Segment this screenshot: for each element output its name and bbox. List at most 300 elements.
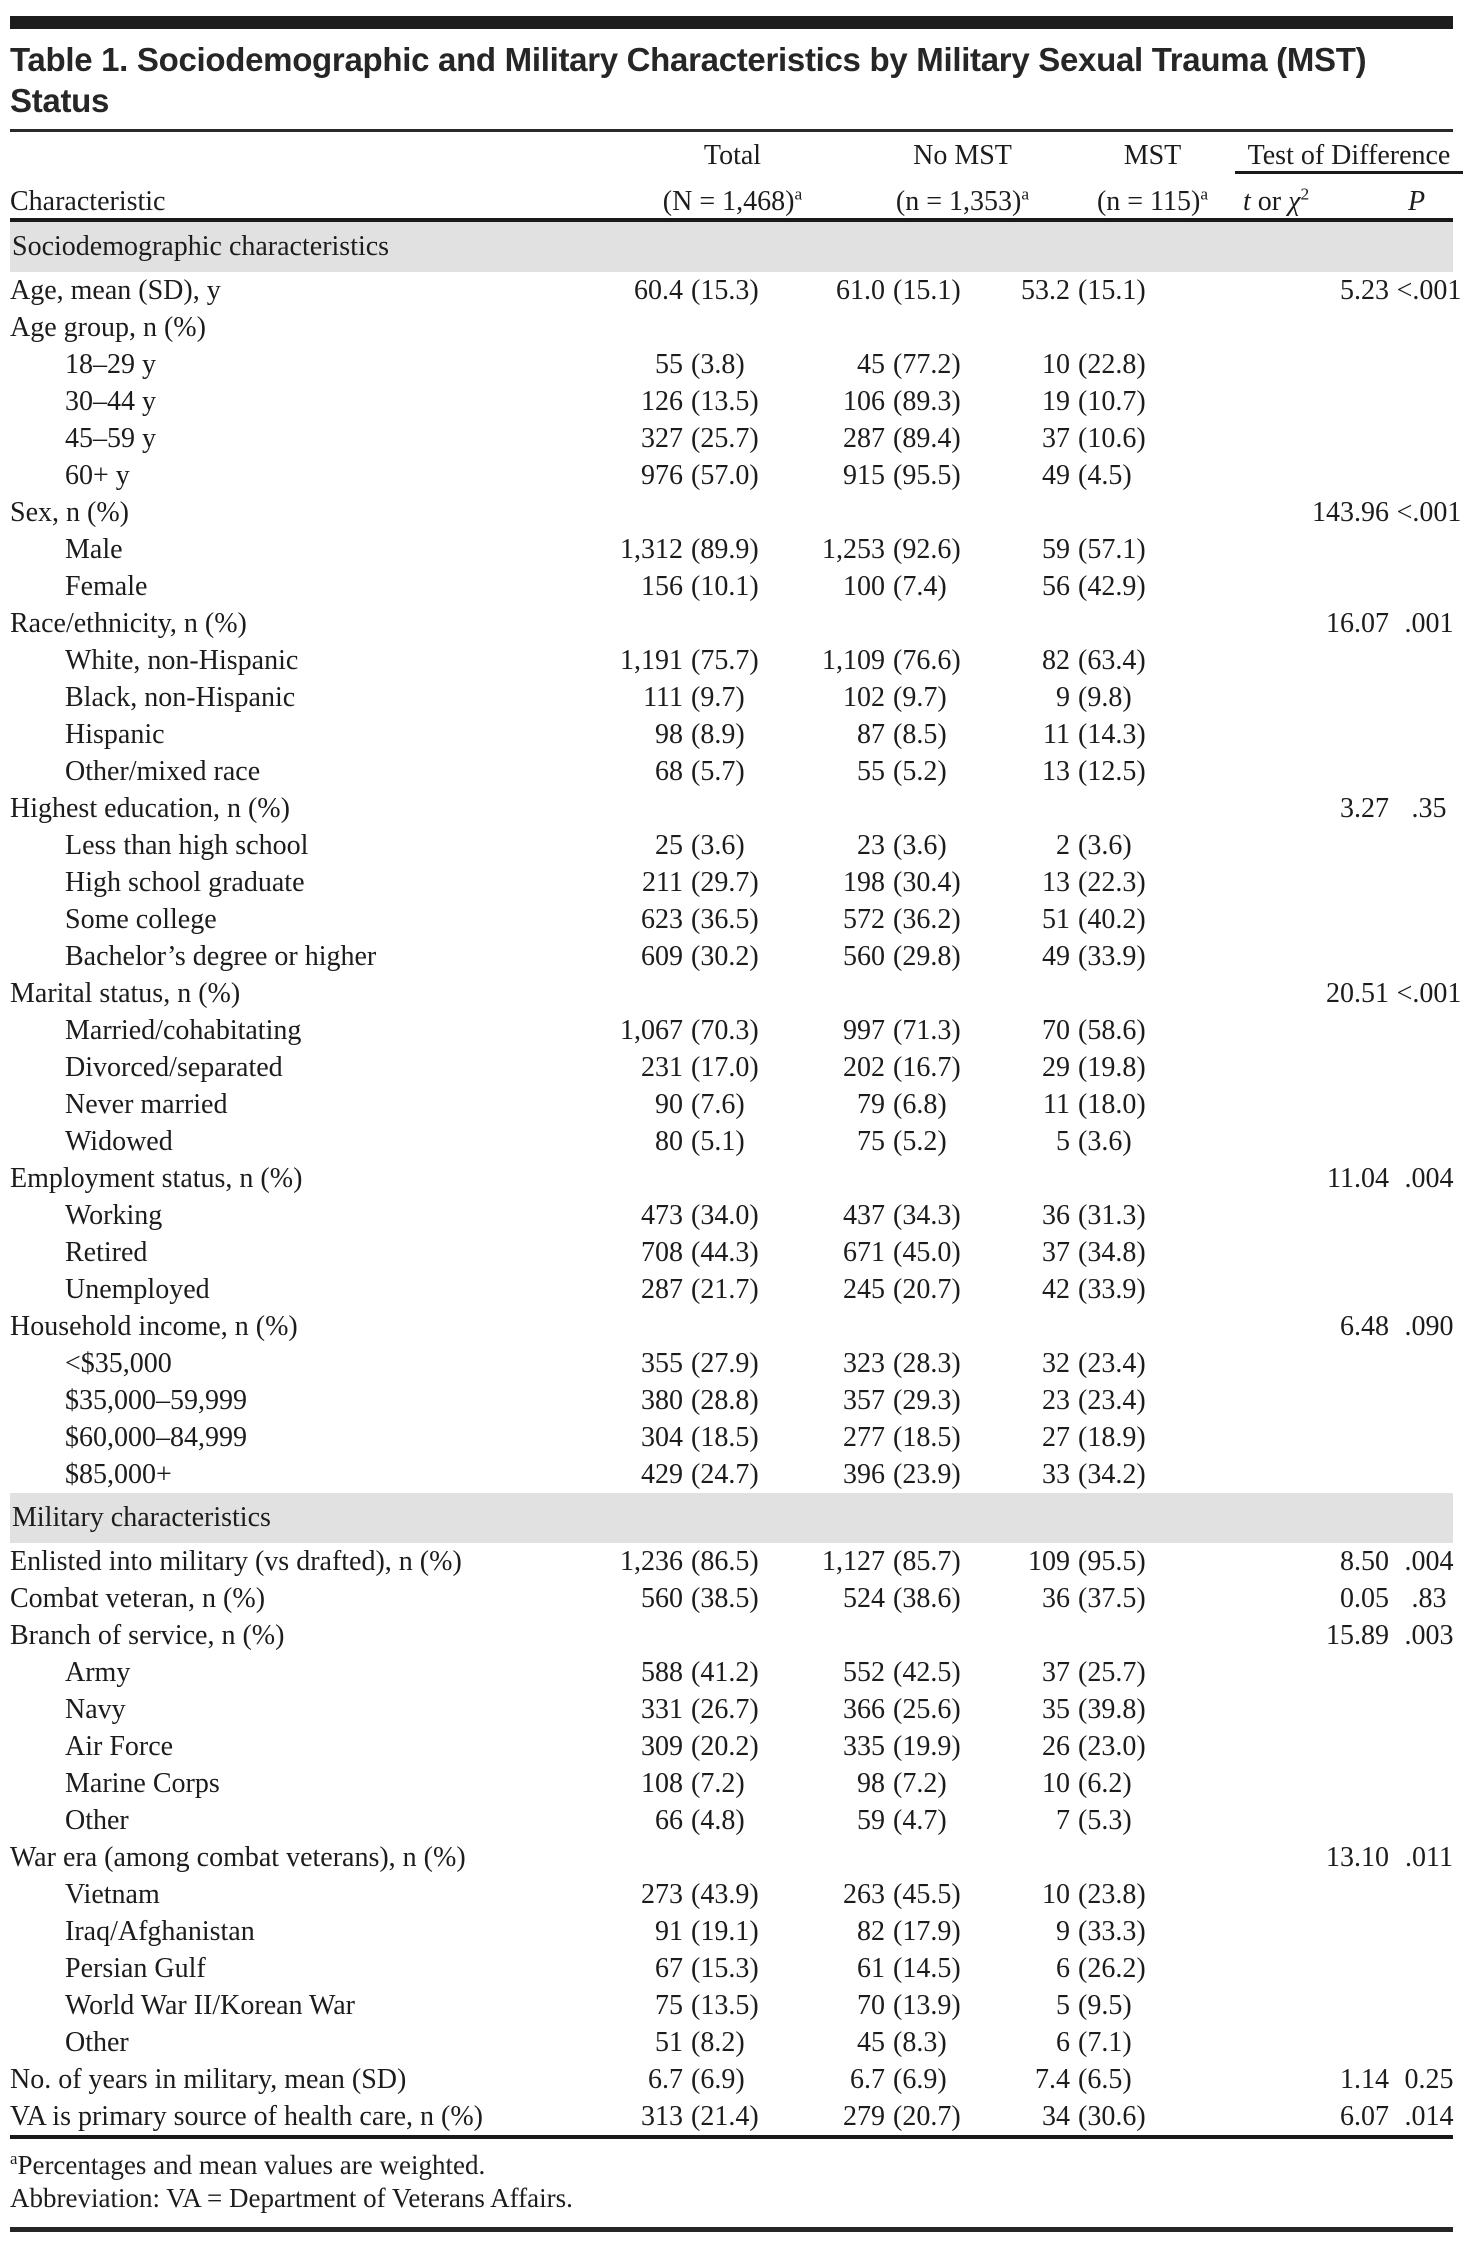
mst-count: 53.2 xyxy=(1021,275,1070,306)
header-no-mst-n-text: (n = 1,353) xyxy=(895,186,1022,217)
section-label: Military characteristics xyxy=(12,1502,271,1533)
row-label: Other/mixed race xyxy=(65,756,261,787)
mst-count: 23 xyxy=(1042,1385,1070,1416)
cell-mst xyxy=(1000,975,1175,1012)
no-mst-percent xyxy=(885,1308,893,1345)
table-row xyxy=(10,346,1453,383)
mst-percent: (40.2) xyxy=(1078,904,1146,935)
total-percent xyxy=(683,975,691,1012)
row-label: White, non-Hispanic xyxy=(65,645,299,676)
no-mst-percent: (6.9) xyxy=(893,2064,947,2095)
cell-no-mst xyxy=(800,531,1000,568)
cell-t-statistic xyxy=(1175,1654,1395,1691)
mst-percent xyxy=(1070,975,1078,1012)
no-mst-count: 1,109 xyxy=(822,645,885,676)
cell-p-value xyxy=(1395,679,1463,716)
table-row xyxy=(10,383,1453,420)
cell-no-mst xyxy=(800,1123,1000,1160)
cell-total xyxy=(570,457,800,494)
total-percent: (7.6) xyxy=(691,1089,745,1120)
cell-mst xyxy=(1000,346,1175,383)
mst-percent: (95.5) xyxy=(1078,1546,1146,1577)
mst-percent: (19.8) xyxy=(1078,1052,1146,1083)
cell-p-value: <.001 xyxy=(1396,978,1462,1009)
no-mst-percent: (28.3) xyxy=(893,1348,961,1379)
total-count: 67 xyxy=(655,1953,683,1984)
cell-mst xyxy=(1000,901,1175,938)
cell-t-statistic xyxy=(1175,1049,1395,1086)
cell-p-value: .014 xyxy=(1404,2101,1454,2132)
cell-t-statistic xyxy=(1175,938,1395,975)
cell-p-value xyxy=(1395,2024,1463,2061)
cell-no-mst xyxy=(800,864,1000,901)
cell-mst xyxy=(1000,827,1175,864)
mst-percent: (18.0) xyxy=(1078,1089,1146,1120)
cell-p-value: .004 xyxy=(1404,1546,1454,1577)
mst-count: 9 xyxy=(1056,1916,1070,1947)
cell-total xyxy=(570,1765,800,1802)
cell-p-value xyxy=(1395,568,1463,605)
or-label: or xyxy=(1250,186,1289,217)
table-row xyxy=(10,1160,1453,1197)
table-row xyxy=(10,790,1453,827)
cell-no-mst xyxy=(800,1691,1000,1728)
no-mst-count: 70 xyxy=(857,1990,885,2021)
cell-p-value: .004 xyxy=(1404,1163,1454,1194)
row-label: High school graduate xyxy=(65,867,305,898)
no-mst-percent: (29.3) xyxy=(893,1385,961,1416)
cell-no-mst xyxy=(800,1419,1000,1456)
mst-count: 35 xyxy=(1042,1694,1070,1725)
row-label: Some college xyxy=(65,904,217,935)
total-count: 331 xyxy=(641,1694,683,1725)
total-percent: (70.3) xyxy=(691,1015,759,1046)
header-mst: MST xyxy=(1123,140,1182,171)
table-row xyxy=(10,864,1453,901)
cell-mst xyxy=(1000,1271,1175,1308)
no-mst-count xyxy=(800,1839,885,1876)
cell-no-mst xyxy=(800,642,1000,679)
row-label: Retired xyxy=(65,1237,148,1268)
total-percent xyxy=(683,494,691,531)
mst-percent: (26.2) xyxy=(1078,1953,1146,1984)
total-count: 327 xyxy=(641,423,683,454)
no-mst-percent: (42.5) xyxy=(893,1657,961,1688)
row-label: Divorced/separated xyxy=(65,1052,283,1083)
total-percent: (3.6) xyxy=(691,830,745,861)
cell-t-statistic xyxy=(1175,679,1395,716)
no-mst-percent xyxy=(885,605,893,642)
no-mst-count: 1,253 xyxy=(822,534,885,565)
table-row xyxy=(10,1419,1453,1456)
cell-mst xyxy=(1000,790,1175,827)
no-mst-percent: (23.9) xyxy=(893,1459,961,1490)
footnote-marker-a: a xyxy=(1021,184,1030,204)
total-percent: (4.8) xyxy=(691,1805,745,1836)
table-row xyxy=(10,494,1462,531)
no-mst-percent: (45.5) xyxy=(893,1879,961,1910)
cell-t-statistic: 6.48 xyxy=(1340,1311,1389,1342)
cell-t-statistic xyxy=(1175,642,1395,679)
header-no-mst: No MST xyxy=(913,140,1012,171)
cell-mst xyxy=(1000,383,1175,420)
no-mst-percent xyxy=(885,494,893,531)
cell-t-statistic xyxy=(1175,864,1395,901)
row-label: Hispanic xyxy=(65,719,165,750)
no-mst-count: 263 xyxy=(843,1879,885,1910)
table-row xyxy=(10,272,1462,309)
total-percent: (8.2) xyxy=(691,2027,745,2058)
cell-mst xyxy=(1000,531,1175,568)
total-count: 231 xyxy=(641,1052,683,1083)
cell-t-statistic xyxy=(1175,2024,1395,2061)
cell-no-mst xyxy=(800,309,1000,346)
cell-no-mst xyxy=(800,1086,1000,1123)
row-label: No. of years in military, mean (SD) xyxy=(10,2064,407,2095)
total-percent: (6.9) xyxy=(691,2064,745,2095)
cell-no-mst xyxy=(800,457,1000,494)
total-percent xyxy=(683,1839,691,1876)
row-label: Bachelor’s degree or higher xyxy=(65,941,377,972)
cell-no-mst xyxy=(800,1617,1000,1654)
no-mst-percent: (19.9) xyxy=(893,1731,961,1762)
cell-t-statistic xyxy=(1175,1913,1395,1950)
cell-mst xyxy=(1000,1802,1175,1839)
cell-t-statistic xyxy=(1175,1419,1395,1456)
total-count: 473 xyxy=(641,1200,683,1231)
no-mst-count: 277 xyxy=(843,1422,885,1453)
cell-t-statistic xyxy=(1175,1987,1395,2024)
mst-count xyxy=(1000,1617,1070,1654)
cell-mst xyxy=(1000,1234,1175,1271)
table-row xyxy=(10,1876,1453,1913)
mst-count: 37 xyxy=(1042,1657,1070,1688)
mst-count: 37 xyxy=(1042,1237,1070,1268)
no-mst-count: 323 xyxy=(843,1348,885,1379)
no-mst-count: 915 xyxy=(843,460,885,491)
table-row xyxy=(10,1308,1453,1345)
table-row xyxy=(10,1987,1453,2024)
row-label: Less than high school xyxy=(65,830,309,861)
total-percent: (13.5) xyxy=(691,386,759,417)
cell-mst xyxy=(1000,1876,1175,1913)
table-row xyxy=(10,1382,1453,1419)
mst-percent: (12.5) xyxy=(1078,756,1146,787)
mst-percent: (3.6) xyxy=(1078,1126,1132,1157)
mst-percent xyxy=(1070,1617,1078,1654)
cell-no-mst xyxy=(800,494,1000,531)
no-mst-count: 396 xyxy=(843,1459,885,1490)
mst-count: 70 xyxy=(1042,1015,1070,1046)
cell-no-mst xyxy=(800,420,1000,457)
cell-total xyxy=(570,1197,800,1234)
mst-count: 26 xyxy=(1042,1731,1070,1762)
mst-count xyxy=(1000,1160,1070,1197)
cell-t-statistic: 6.07 xyxy=(1340,2101,1389,2132)
cell-no-mst xyxy=(800,2098,1000,2135)
cell-mst xyxy=(1000,1950,1175,1987)
cell-t-statistic xyxy=(1175,1456,1395,1493)
total-percent: (25.7) xyxy=(691,423,759,454)
cell-no-mst xyxy=(800,1345,1000,1382)
no-mst-count: 1,127 xyxy=(822,1546,885,1577)
mst-percent: (10.7) xyxy=(1078,386,1146,417)
cell-p-value: .001 xyxy=(1404,608,1454,639)
header-mst-n xyxy=(1070,186,1235,218)
no-mst-count: 79 xyxy=(857,1089,885,1120)
cell-total xyxy=(570,2098,800,2135)
mst-percent: (23.4) xyxy=(1078,1348,1146,1379)
cell-total xyxy=(570,901,800,938)
cell-p-value: <.001 xyxy=(1396,275,1462,306)
cell-p-value xyxy=(1395,457,1463,494)
mst-count xyxy=(1000,975,1070,1012)
cell-total xyxy=(570,1308,800,1345)
no-mst-count: 560 xyxy=(843,941,885,972)
table-row xyxy=(10,1913,1453,1950)
mst-count: 56 xyxy=(1042,571,1070,602)
total-count: 304 xyxy=(641,1422,683,1453)
cell-no-mst xyxy=(800,716,1000,753)
no-mst-count xyxy=(800,309,885,346)
mst-percent: (18.9) xyxy=(1078,1422,1146,1453)
row-label: Air Force xyxy=(65,1731,174,1762)
cell-p-value xyxy=(1395,383,1463,420)
mst-count: 11 xyxy=(1043,719,1070,750)
mst-percent: (22.3) xyxy=(1078,867,1146,898)
total-count: 68 xyxy=(655,756,683,787)
no-mst-percent: (25.6) xyxy=(893,1694,961,1725)
total-count: 211 xyxy=(642,867,683,898)
cell-mst xyxy=(1000,1987,1175,2024)
cell-p-value: .83 xyxy=(1411,1583,1447,1614)
row-label: 30–44 y xyxy=(65,386,156,417)
no-mst-percent: (4.7) xyxy=(893,1805,947,1836)
table-row xyxy=(10,2098,1453,2135)
cell-mst xyxy=(1000,716,1175,753)
cell-no-mst xyxy=(800,679,1000,716)
total-percent: (34.0) xyxy=(691,1200,759,1231)
cell-t-statistic xyxy=(1175,1765,1395,1802)
mst-percent: (10.6) xyxy=(1078,423,1146,454)
no-mst-percent xyxy=(885,975,893,1012)
cell-p-value xyxy=(1395,753,1463,790)
footnote-marker-a: a xyxy=(794,184,803,204)
cell-p-value xyxy=(1395,1765,1463,1802)
mst-count: 7.4 xyxy=(1035,2064,1070,2095)
total-count: 976 xyxy=(641,460,683,491)
mst-count: 33 xyxy=(1042,1459,1070,1490)
total-count: 429 xyxy=(641,1459,683,1490)
cell-mst xyxy=(1000,1913,1175,1950)
table-row xyxy=(10,605,1453,642)
header-characteristic: Characteristic xyxy=(10,186,166,217)
footnote-marker-a: a xyxy=(1200,184,1209,204)
cell-total xyxy=(570,272,800,309)
no-mst-percent: (5.2) xyxy=(893,756,947,787)
row-label: Iraq/Afghanistan xyxy=(65,1916,255,1947)
cell-t-statistic xyxy=(1175,346,1395,383)
no-mst-count xyxy=(800,605,885,642)
row-label: Sex, n (%) xyxy=(10,497,129,528)
no-mst-percent: (17.9) xyxy=(893,1916,961,1947)
no-mst-count: 198 xyxy=(843,867,885,898)
mst-percent xyxy=(1070,1160,1078,1197)
no-mst-percent: (38.6) xyxy=(893,1583,961,1614)
total-percent xyxy=(683,790,691,827)
total-count: 609 xyxy=(641,941,683,972)
total-percent: (5.1) xyxy=(691,1126,745,1157)
no-mst-percent: (7.4) xyxy=(893,571,947,602)
header-p xyxy=(1370,186,1463,218)
row-label: $35,000–59,999 xyxy=(65,1385,247,1416)
table-row xyxy=(10,642,1453,679)
total-count xyxy=(570,790,683,827)
cell-total xyxy=(570,1419,800,1456)
row-label: Vietnam xyxy=(65,1879,160,1910)
cell-total xyxy=(570,605,800,642)
cell-mst xyxy=(1000,420,1175,457)
header-total: Total xyxy=(703,140,762,171)
section-label: Sociodemographic characteristics xyxy=(12,231,390,262)
table-row xyxy=(10,1049,1453,1086)
no-mst-percent: (89.3) xyxy=(893,386,961,417)
mst-percent: (58.6) xyxy=(1078,1015,1146,1046)
mst-percent: (3.6) xyxy=(1078,830,1132,861)
cell-total xyxy=(570,420,800,457)
cell-t-statistic: 15.89 xyxy=(1326,1620,1389,1651)
cell-t-statistic xyxy=(1175,457,1395,494)
cell-p-value xyxy=(1395,1419,1463,1456)
no-mst-percent: (20.7) xyxy=(893,1274,961,1305)
cell-t-statistic xyxy=(1175,531,1395,568)
chi-exponent: 2 xyxy=(1300,184,1310,204)
cell-total xyxy=(570,975,800,1012)
total-percent: (17.0) xyxy=(691,1052,759,1083)
mst-count: 10 xyxy=(1042,1879,1070,1910)
cell-p-value xyxy=(1395,938,1463,975)
cell-t-statistic xyxy=(1175,383,1395,420)
row-label: Enlisted into military (vs drafted), n (%) xyxy=(10,1546,462,1577)
mst-count: 29 xyxy=(1042,1052,1070,1083)
cell-mst xyxy=(1000,1345,1175,1382)
cell-mst xyxy=(1000,1580,1175,1617)
total-count xyxy=(570,1617,683,1654)
mst-count: 36 xyxy=(1042,1200,1070,1231)
cell-mst xyxy=(1000,1419,1175,1456)
total-count: 98 xyxy=(655,719,683,750)
cell-p-value xyxy=(1395,1456,1463,1493)
cell-t-statistic xyxy=(1175,1345,1395,1382)
cell-mst xyxy=(1000,642,1175,679)
cell-no-mst xyxy=(800,1765,1000,1802)
cell-mst xyxy=(1000,679,1175,716)
cell-no-mst xyxy=(800,1160,1000,1197)
mst-percent xyxy=(1070,790,1078,827)
cell-t-statistic xyxy=(1175,1728,1395,1765)
mst-percent: (30.6) xyxy=(1078,2101,1146,2132)
total-count xyxy=(570,605,683,642)
footnote-abbreviation: Abbreviation: VA = Department of Veterans Affairs. xyxy=(10,2183,573,2213)
row-label: Black, non-Hispanic xyxy=(65,682,296,713)
cell-no-mst xyxy=(800,753,1000,790)
cell-mst xyxy=(1000,309,1175,346)
cell-no-mst xyxy=(800,1580,1000,1617)
mst-percent: (15.1) xyxy=(1078,275,1146,306)
cell-p-value xyxy=(1395,1382,1463,1419)
cell-t-statistic: 1.14 xyxy=(1340,2064,1389,2095)
mst-count: 36 xyxy=(1042,1583,1070,1614)
cell-t-statistic: 20.51 xyxy=(1326,978,1389,1009)
no-mst-count: 82 xyxy=(857,1916,885,1947)
cell-p-value xyxy=(1395,716,1463,753)
total-count xyxy=(570,1839,683,1876)
total-percent xyxy=(683,1160,691,1197)
cell-t-statistic: 11.04 xyxy=(1327,1163,1389,1194)
total-count: 156 xyxy=(641,571,683,602)
cell-mst xyxy=(1000,1543,1175,1580)
cell-t-statistic: 16.07 xyxy=(1326,608,1389,639)
cell-mst xyxy=(1000,2061,1175,2098)
header-spacer xyxy=(10,140,610,174)
cell-t-statistic xyxy=(1175,568,1395,605)
total-count: 90 xyxy=(655,1089,683,1120)
no-mst-count: 287 xyxy=(843,423,885,454)
cell-no-mst xyxy=(800,938,1000,975)
mst-count: 2 xyxy=(1056,830,1070,861)
cell-total xyxy=(570,1382,800,1419)
cell-mst xyxy=(1000,1728,1175,1765)
cell-mst xyxy=(1000,457,1175,494)
cell-t-statistic: 8.50 xyxy=(1340,1546,1389,1577)
no-mst-count: 59 xyxy=(857,1805,885,1836)
mst-percent: (23.4) xyxy=(1078,1385,1146,1416)
no-mst-percent xyxy=(885,309,893,346)
cell-no-mst xyxy=(800,1382,1000,1419)
cell-no-mst xyxy=(800,1839,1000,1876)
footnote-weighted-text: Percentages and mean values are weighted. xyxy=(17,2150,486,2180)
row-label: 18–29 y xyxy=(65,349,156,380)
cell-total xyxy=(570,753,800,790)
cell-total xyxy=(570,568,800,605)
mst-percent: (23.0) xyxy=(1078,1731,1146,1762)
cell-t-statistic xyxy=(1175,1876,1395,1913)
no-mst-percent: (34.3) xyxy=(893,1200,961,1231)
no-mst-percent: (45.0) xyxy=(893,1237,961,1268)
cell-no-mst xyxy=(800,1802,1000,1839)
row-label: Never married xyxy=(65,1089,228,1120)
row-label: Navy xyxy=(65,1694,126,1725)
no-mst-percent: (5.2) xyxy=(893,1126,947,1157)
cell-no-mst xyxy=(800,1197,1000,1234)
no-mst-count: 6.7 xyxy=(850,2064,885,2095)
cell-p-value xyxy=(1395,1802,1463,1839)
cell-p-value xyxy=(1395,901,1463,938)
table-row xyxy=(10,1950,1453,1987)
row-label: VA is primary source of health care, n (%) xyxy=(10,2101,483,2132)
total-count: 623 xyxy=(641,904,683,935)
mst-percent: (5.3) xyxy=(1078,1805,1132,1836)
cell-p-value xyxy=(1395,1197,1463,1234)
mst-percent: (37.5) xyxy=(1078,1583,1146,1614)
no-mst-count: 357 xyxy=(843,1385,885,1416)
cell-total xyxy=(570,2024,800,2061)
table-row xyxy=(10,901,1453,938)
total-percent: (15.3) xyxy=(691,275,759,306)
no-mst-percent xyxy=(885,1839,893,1876)
total-percent: (75.7) xyxy=(691,645,759,676)
total-count: 1,067 xyxy=(620,1015,683,1046)
